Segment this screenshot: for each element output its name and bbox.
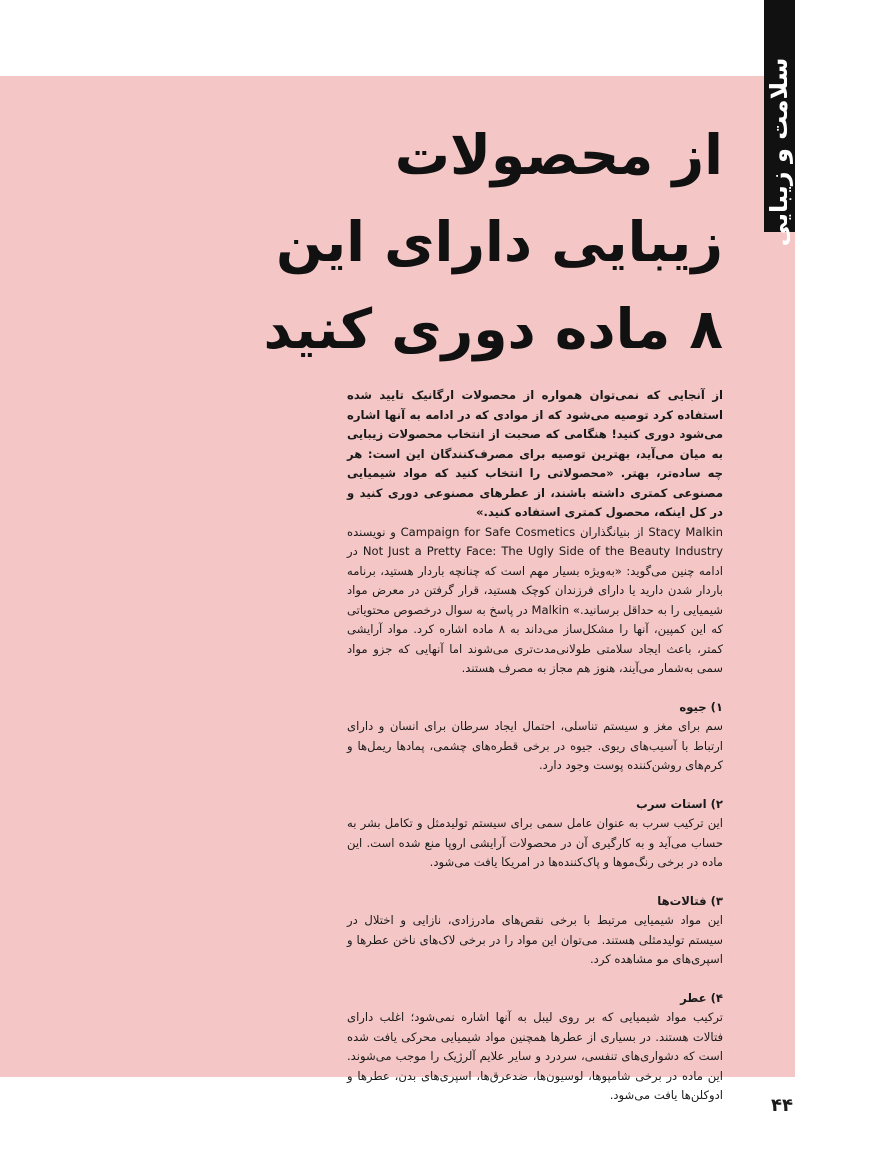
section-heading: ۳) فتالات‌ها xyxy=(657,893,723,908)
section-tab xyxy=(764,0,795,247)
ingredient-section xyxy=(347,795,723,873)
title-line: ۸ ماده دوری کنید xyxy=(263,297,723,361)
title-line: زیبایی دارای این xyxy=(275,210,723,274)
organization-name: Campaign for Safe Cosmetics xyxy=(400,524,576,539)
ingredient-section xyxy=(347,698,723,776)
text-fragment: در ادامه چنین می‌گوید: «به‌ویژه بسیار مهم است که چنانچه باردار هستید، برنامه باردار شدن دارید یا دارای فرزندان کوچک هستید، قرار گرفتن در معرض مواد شیمیایی را به حداقل برسانید.» xyxy=(347,544,724,617)
article-title xyxy=(263,112,723,373)
section-heading: ۱) جیوه xyxy=(679,699,723,714)
section-text: این ترکیب سرب به عنوان عامل سمی برای سیستم تولیدمثل و تکامل بشر به حساب می‌آید و به کارگیری آن در محصولات آرایشی اروپا منع شده است. این ماده در برخی رنگ‌موها و پاک‌کننده‌ها در امریکا یافت می‌شود. xyxy=(347,816,723,869)
text-fragment: از بنیانگذاران xyxy=(579,524,644,539)
article-paragraph xyxy=(347,523,723,679)
text-fragment: در پاسخ به سوال درخصوص محتویاتی که این کمپین، آنها را مشکل‌ساز می‌داند به ۸ ماده اشاره کرد. مواد آرایشی کمتر، باعث ایجاد سلامتی طولانی‌مدت‌تری می‌شوند اما آنهایی که جزو مواد سمی به‌شمار می‌آیند، هنوز هم مجاز به مصرف هستند. xyxy=(347,602,724,675)
section-label: سلامت و زیبایی xyxy=(765,57,793,247)
section-heading: ۴) عطر xyxy=(680,990,723,1005)
person-short-name: Malkin xyxy=(531,602,570,617)
article-intro: از آنجایی که نمی‌توان همواره از محصولات ارگانیک تایید شده استفاده کرد توصیه می‌شود که از موادی که در ادامه به آنها اشاره می‌شود دوری کنید! هنگامی که صحبت از انتخاب محصولات زیبایی به میان می‌آید، بهترین توصیه برای مصرف‌کنندگان این است: هر چه ساده‌تر، بهتر. «محصولاتی را انتخاب کنید که مواد شیمیایی مصنوعی کمتری داشته باشند، از عطرهای مصنوعی دوری کنید و در کل اینکه، محصول کمتری استفاده کنید.» xyxy=(347,388,723,519)
article-body xyxy=(347,386,723,1106)
section-heading: ۲) استات سرب xyxy=(636,796,723,811)
page-number: ۴۴ xyxy=(771,1095,793,1116)
section-text: ترکیب مواد شیمیایی که بر روی لیبل به آنها اشاره نمی‌شود؛ اغلب دارای فتالات هستند. در بسیاری از عطرها همچنین مواد شیمیایی محرکی یافت شده است که دشواری‌های تنفسی، سردرد و سایر علایم آلرژیک را موجب می‌شوند. این ماده در برخی شامپوها، لوسیون‌ها، ضدعرق‌ها، اسپری‌های بدن، عطرها و ادوکلن‌ها یافت می‌شود. xyxy=(347,1010,723,1102)
ingredient-section xyxy=(347,989,723,1106)
person-name: Stacy Malkin xyxy=(648,524,723,539)
section-text: سم برای مغز و سیستم تناسلی، احتمال ایجاد سرطان برای انسان و دارای ارتباط با آسیب‌های ریوی. جیوه در برخی قطره‌های چشمی، پمادها ریمل‌ها و کرم‌های روشن‌کننده پوست وجود دارد. xyxy=(347,719,723,772)
book-title: Not Just a Pretty Face: The Ugly Side of the Beauty Industry xyxy=(362,544,723,558)
text-fragment: و نویسنده xyxy=(347,524,396,539)
section-text: این مواد شیمیایی مرتبط با برخی نقص‌های مادرزادی، نازایی و اختلال در سیستم تولیدمثلی هستند. می‌توان این مواد را در برخی لاک‌های ناخن عطرها و اسپری‌های مو مشاهده کرد. xyxy=(347,913,723,966)
ingredient-section xyxy=(347,892,723,970)
title-line: از محصولات xyxy=(394,123,723,187)
